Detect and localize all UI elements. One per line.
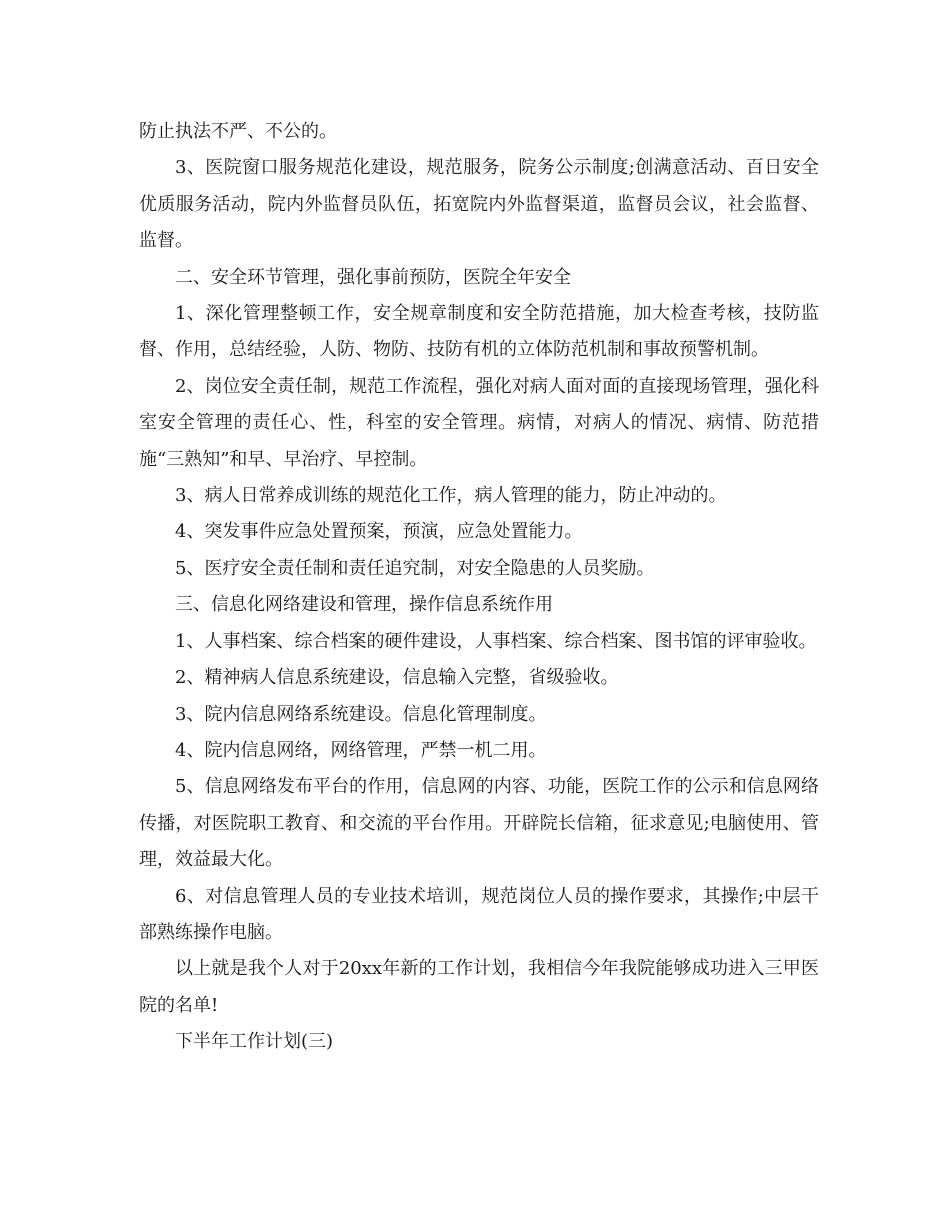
- paragraph: 2、精神病人信息系统建设，信息输入完整，省级验收。: [175, 667, 619, 689]
- paragraph: 4、突发事件应急处置预案，预演，应急处置能力。: [175, 521, 583, 543]
- paragraph: 3、医院窗口服务规范化建设，规范服务，院务公示制度;创满意活动、百日安全优质服务活动，院内外监督员队伍，拓宽院内外监督渠道，监督员会议，社会监督、监督。: [139, 157, 819, 252]
- paragraph: 3、病人日常养成训练的规范化工作，病人管理的能力，防止冲动的。: [175, 485, 727, 507]
- section-title: 下半年工作计划(三): [175, 1031, 334, 1053]
- document-body: [139, 114, 819, 1061]
- paragraph: 防止执法不严、不公的。: [139, 121, 337, 142]
- section-heading: 三、信息化网络建设和管理，操作信息系统作用: [175, 594, 553, 616]
- paragraph: 1、人事档案、综合档案的硬件建设，人事档案、综合档案、图书馆的评审验收。: [175, 630, 817, 652]
- section-heading: 二、安全环节管理，强化事前预防，医院全年安全: [175, 266, 571, 288]
- paragraph: 5、信息网络发布平台的作用，信息网的内容、功能，医院工作的公示和信息网络传播，对医院职工教育、和交流的平台作用。开辟院长信箱，征求意见;电脑使用、管理，效益最大化。: [139, 776, 819, 871]
- paragraph: 5、医疗安全责任制和责任追究制，对安全隐患的人员奖励。: [175, 557, 655, 579]
- paragraph: 3、院内信息网络系统建设。信息化管理制度。: [175, 703, 547, 725]
- paragraph: 1、深化管理整顿工作，安全规章制度和安全防范措施，加大检查考核，技防监督、作用，总结经验，人防、物防、技防有机的立体防范机制和事故预警机制。: [139, 303, 819, 361]
- paragraph: 2、岗位安全责任制，规范工作流程，强化对病人面对面的直接现场管理，强化科室安全管理的责任心、性，科室的安全管理。病情，对病人的情况、病情、防范措施“三熟知”和早、早治疗、早控制。: [139, 375, 819, 470]
- paragraph: 6、对信息管理人员的专业技术培训，规范岗位人员的操作要求，其操作;中层干部熟练操作电脑。: [139, 885, 819, 943]
- paragraph: 以上就是我个人对于20xx年新的工作计划，我相信今年我院能够成功进入三甲医院的名单!: [139, 958, 819, 1016]
- paragraph: 4、院内信息网络，网络管理，严禁一机二用。: [175, 739, 547, 761]
